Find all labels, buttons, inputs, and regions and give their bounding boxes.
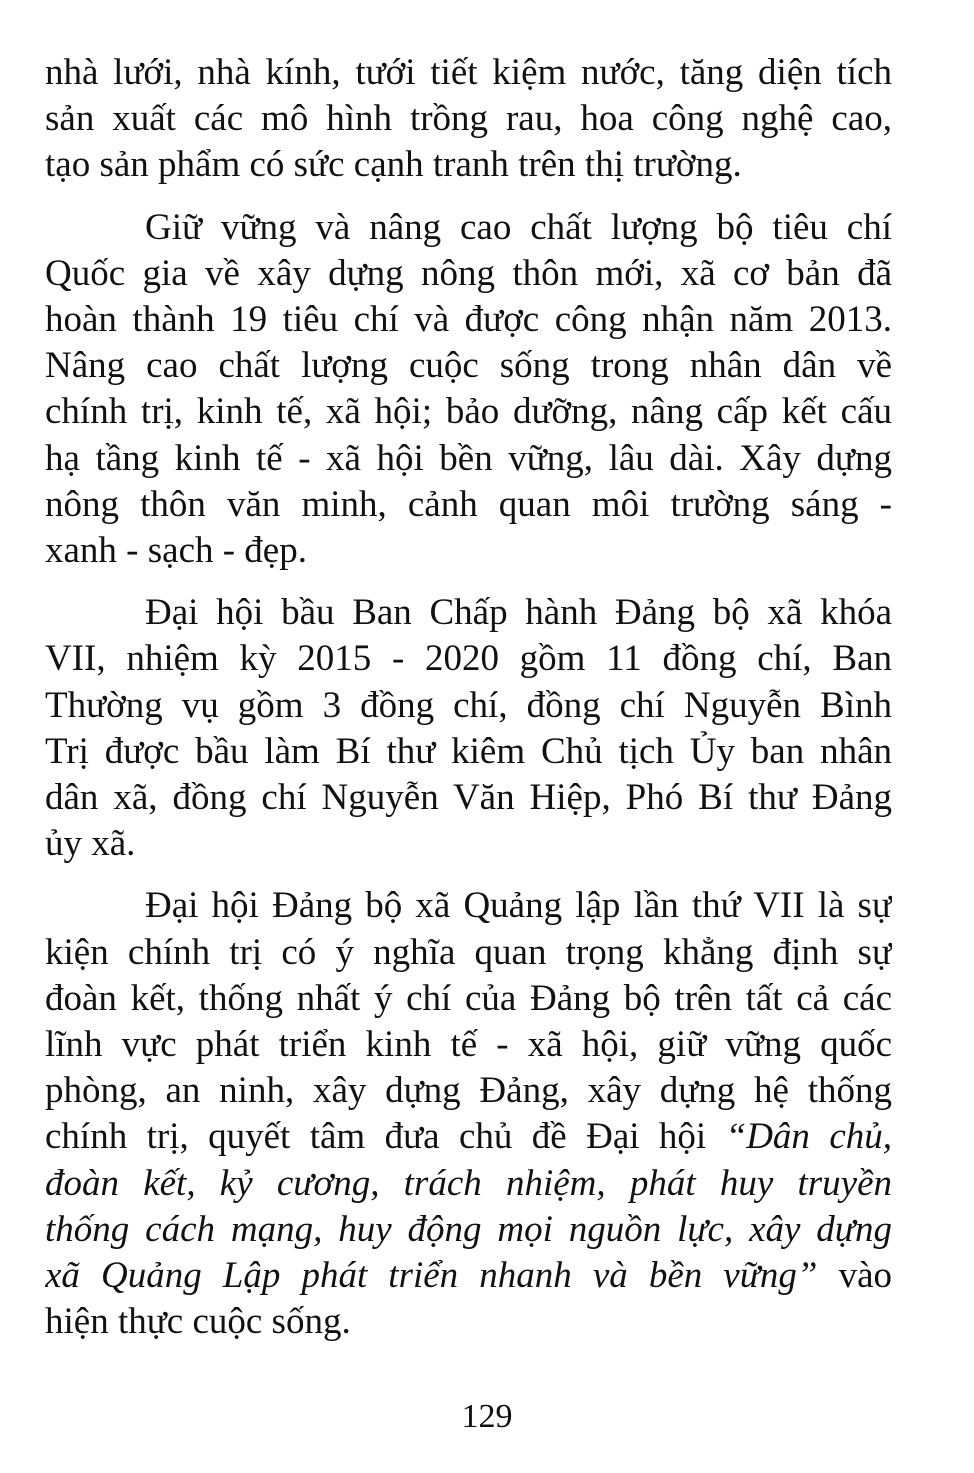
page-number: 129 xyxy=(461,1398,513,1435)
paragraph-1 xyxy=(45,50,892,189)
text-italic: đoàn kết, kỷ cương, trách nhiệm, phát huy truyền xyxy=(45,1162,892,1204)
text-line: Quốc gia về xây dựng nông thôn mới, xã cơ bản đã xyxy=(45,252,892,294)
text-line xyxy=(45,1161,892,1207)
text-italic: thống cách mạng, huy động mọi nguồn lực, xây dựng xyxy=(45,1208,892,1250)
text-line: Đại hội Đảng bộ xã Quảng lập lần thứ VII là sự xyxy=(145,885,892,927)
text-line: xanh - sạch - đẹp. xyxy=(45,530,307,572)
text-italic: “Dân chủ, xyxy=(725,1116,892,1158)
text-plain: vào xyxy=(817,1255,892,1297)
paragraph-2 xyxy=(45,205,892,575)
text-line: phòng, an ninh, xây dựng Đảng, xây dựng hệ thống xyxy=(45,1070,892,1112)
text-line: Thường vụ gồm 3 đồng chí, đồng chí Nguyễn Bình xyxy=(45,684,892,726)
text-line: tạo sản phẩm có sức cạnh tranh trên thị trường. xyxy=(45,144,742,186)
text-line: Giữ vững và nâng cao chất lượng bộ tiêu chí xyxy=(145,206,892,248)
paragraph-3 xyxy=(45,590,892,867)
text-italic: xã Quảng Lập phát triển nhanh và bền vững” xyxy=(45,1255,818,1297)
text-line: hạ tầng kinh tế - xã hội bền vững, lâu dài. Xây dựng xyxy=(45,437,892,479)
paragraph-4 xyxy=(45,883,892,1345)
text-line: nông thôn văn minh, cảnh quan môi trường sáng - xyxy=(45,483,892,525)
text-line: Đại hội bầu Ban Chấp hành Đảng bộ xã khóa xyxy=(145,592,892,634)
text-line: VII, nhiệm kỳ 2015 - 2020 gồm 11 đồng chí, Ban xyxy=(45,638,892,680)
text-line: đoàn kết, thống nhất ý chí của Đảng bộ trên tất cả các xyxy=(45,977,892,1019)
text-line: hiện thực cuộc sống. xyxy=(45,1301,351,1343)
text-line: ủy xã. xyxy=(45,823,136,865)
text-line: Nâng cao chất lượng cuộc sống trong nhân dân về xyxy=(45,345,892,387)
page-body xyxy=(45,50,892,1361)
text-line: Trị được bầu làm Bí thư kiêm Chủ tịch Ủy ban nhân xyxy=(45,730,892,772)
text-line: nhà lưới, nhà kính, tưới tiết kiệm nước, tăng diện tích xyxy=(45,52,892,93)
text-line: sản xuất các mô hình trồng rau, hoa công nghệ cao, xyxy=(45,98,892,140)
text-line xyxy=(45,1207,892,1253)
text-line: kiện chính trị có ý nghĩa quan trọng khẳng định sự xyxy=(45,931,892,973)
text-line: dân xã, đồng chí Nguyễn Văn Hiệp, Phó Bí thư Đảng xyxy=(45,777,892,819)
text-line xyxy=(45,1114,892,1160)
text-line: lĩnh vực phát triển kinh tế - xã hội, giữ vững quốc xyxy=(45,1024,892,1066)
text-line: hoàn thành 19 tiêu chí và được công nhận năm 2013. xyxy=(45,299,892,341)
text-plain: chính trị, quyết tâm đưa chủ đề Đại hội xyxy=(45,1116,726,1158)
text-line xyxy=(45,1253,892,1299)
text-line: chính trị, kinh tế, xã hội; bảo dưỡng, nâng cấp kết cấu xyxy=(45,391,892,433)
